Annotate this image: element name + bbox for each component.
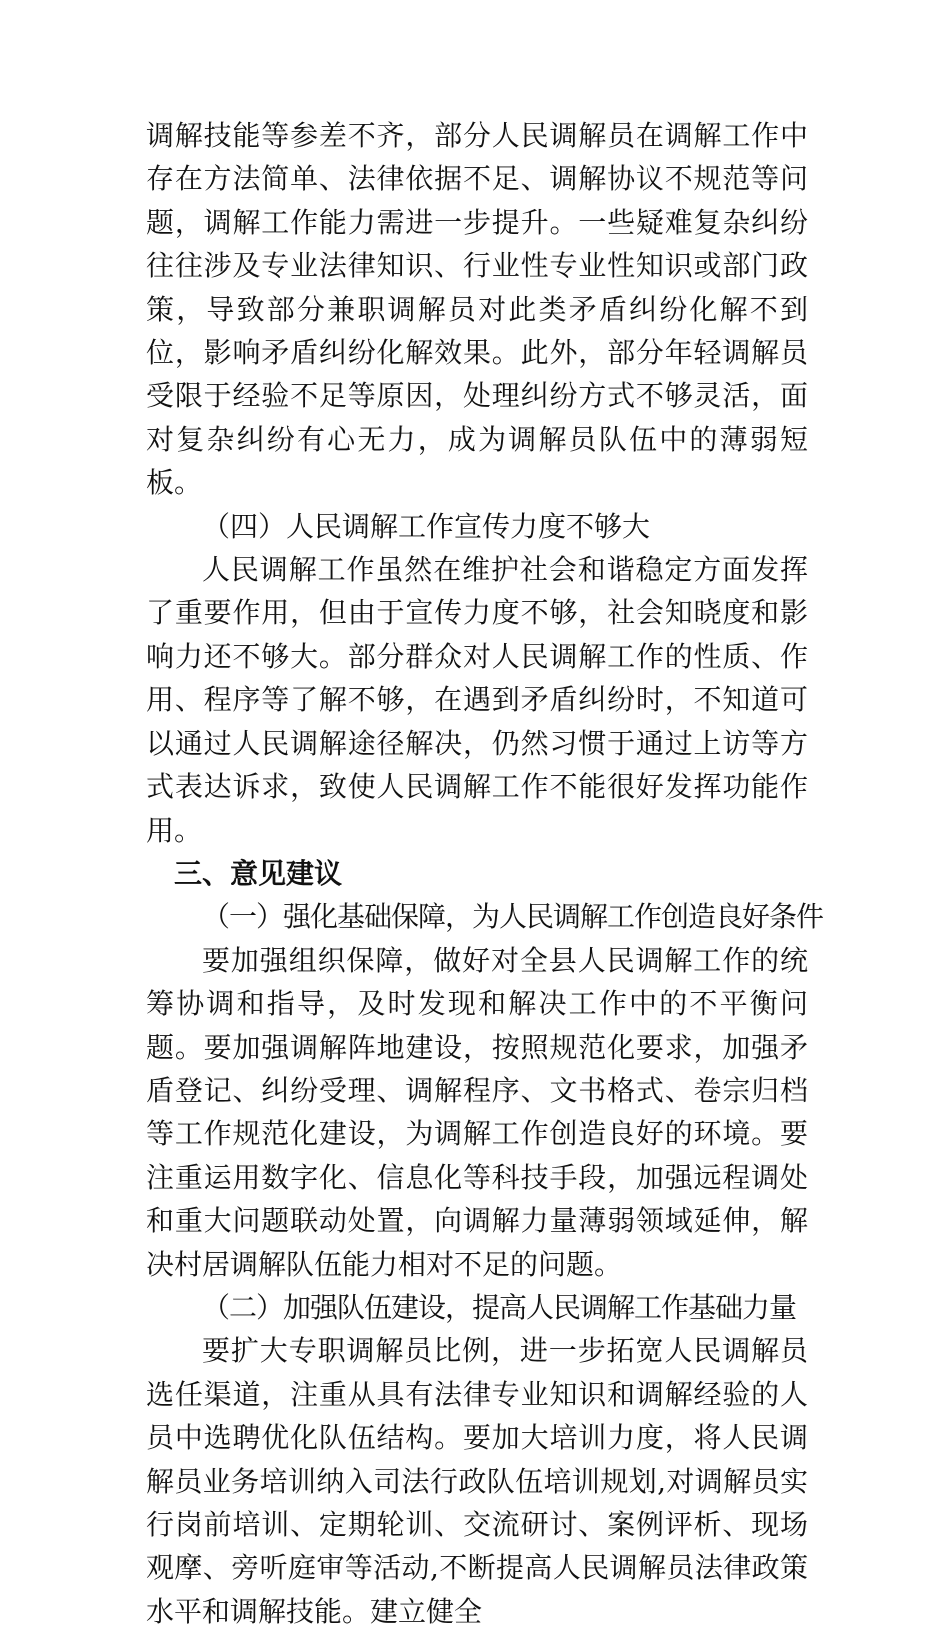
body-paragraph-continuation: 调解技能等参差不齐，部分人民调解员在调解工作中存在方法简单、法律依据不足、调解协议不规范等问题，调解工作能力需进一步提升。一些疑难复杂纠纷往往涉及专业法律知识、行业性专业性知识或部门政策，导致部分兼职调解员对此类矛盾纠纷化解不到位，影响矛盾纠纷化解效果。此外，部分年轻调解员受限于经验不足等原因，处理纠纷方式不够灵活，面对复杂纠纷有心无力，成为调解员队伍中的薄弱短板。 (146, 119, 808, 500)
body-paragraph-team: 要扩大专职调解员比例，进一步拓宽人民调解员选任渠道，注重从具有法律专业知识和调解经验的人员中选聘优化队伍结构。要加大培训力度，将人民调解员业务培训纳入司法行政队伍培训规划,对调解员实行岗前培训、定期轮训、交流研讨、案例评析、现场观摩、旁听庭审等活动,不断提高人民调解员法律政策水平和调解技能。建立健全 (146, 1334, 808, 1628)
section-heading-suggestions: 三、意见建议 (174, 856, 343, 890)
subheading-four: （四）人民调解工作宣传力度不够大 (202, 509, 651, 543)
body-paragraph-foundation: 要加强组织保障，做好对全县人民调解工作的统筹协调和指导，及时发现和解决工作中的不平衡问题。要加强调解阵地建设，按照规范化要求，加强矛盾登记、纠纷受理、调解程序、文书格式、卷宗归档等工作规范化建设，为调解工作创造良好的环境。要注重运用数字化、信息化等科技手段，加强远程调处和重大问题联动处置，向调解力量薄弱领域延伸，解决村居调解队伍能力相对不足的问题。 (146, 943, 808, 1281)
subheading-one: （一）强化基础保障，为人民调解工作创造良好条件 (202, 900, 824, 934)
subheading-two: （二）加强队伍建设，提高人民调解工作基础力量 (202, 1290, 797, 1324)
body-paragraph-publicity: 人民调解工作虽然在维护社会和谐稳定方面发挥了重要作用，但由于宣传力度不够，社会知晓度和影响力还不够大。部分群众对人民调解工作的性质、作用、程序等了解不够，在遇到矛盾纠纷时，不知道可以通过人民调解途径解决，仍然习惯于通过上访等方式表达诉求，致使人民调解工作不能很好发挥功能作用。 (146, 553, 808, 847)
document-body (146, 114, 824, 1633)
